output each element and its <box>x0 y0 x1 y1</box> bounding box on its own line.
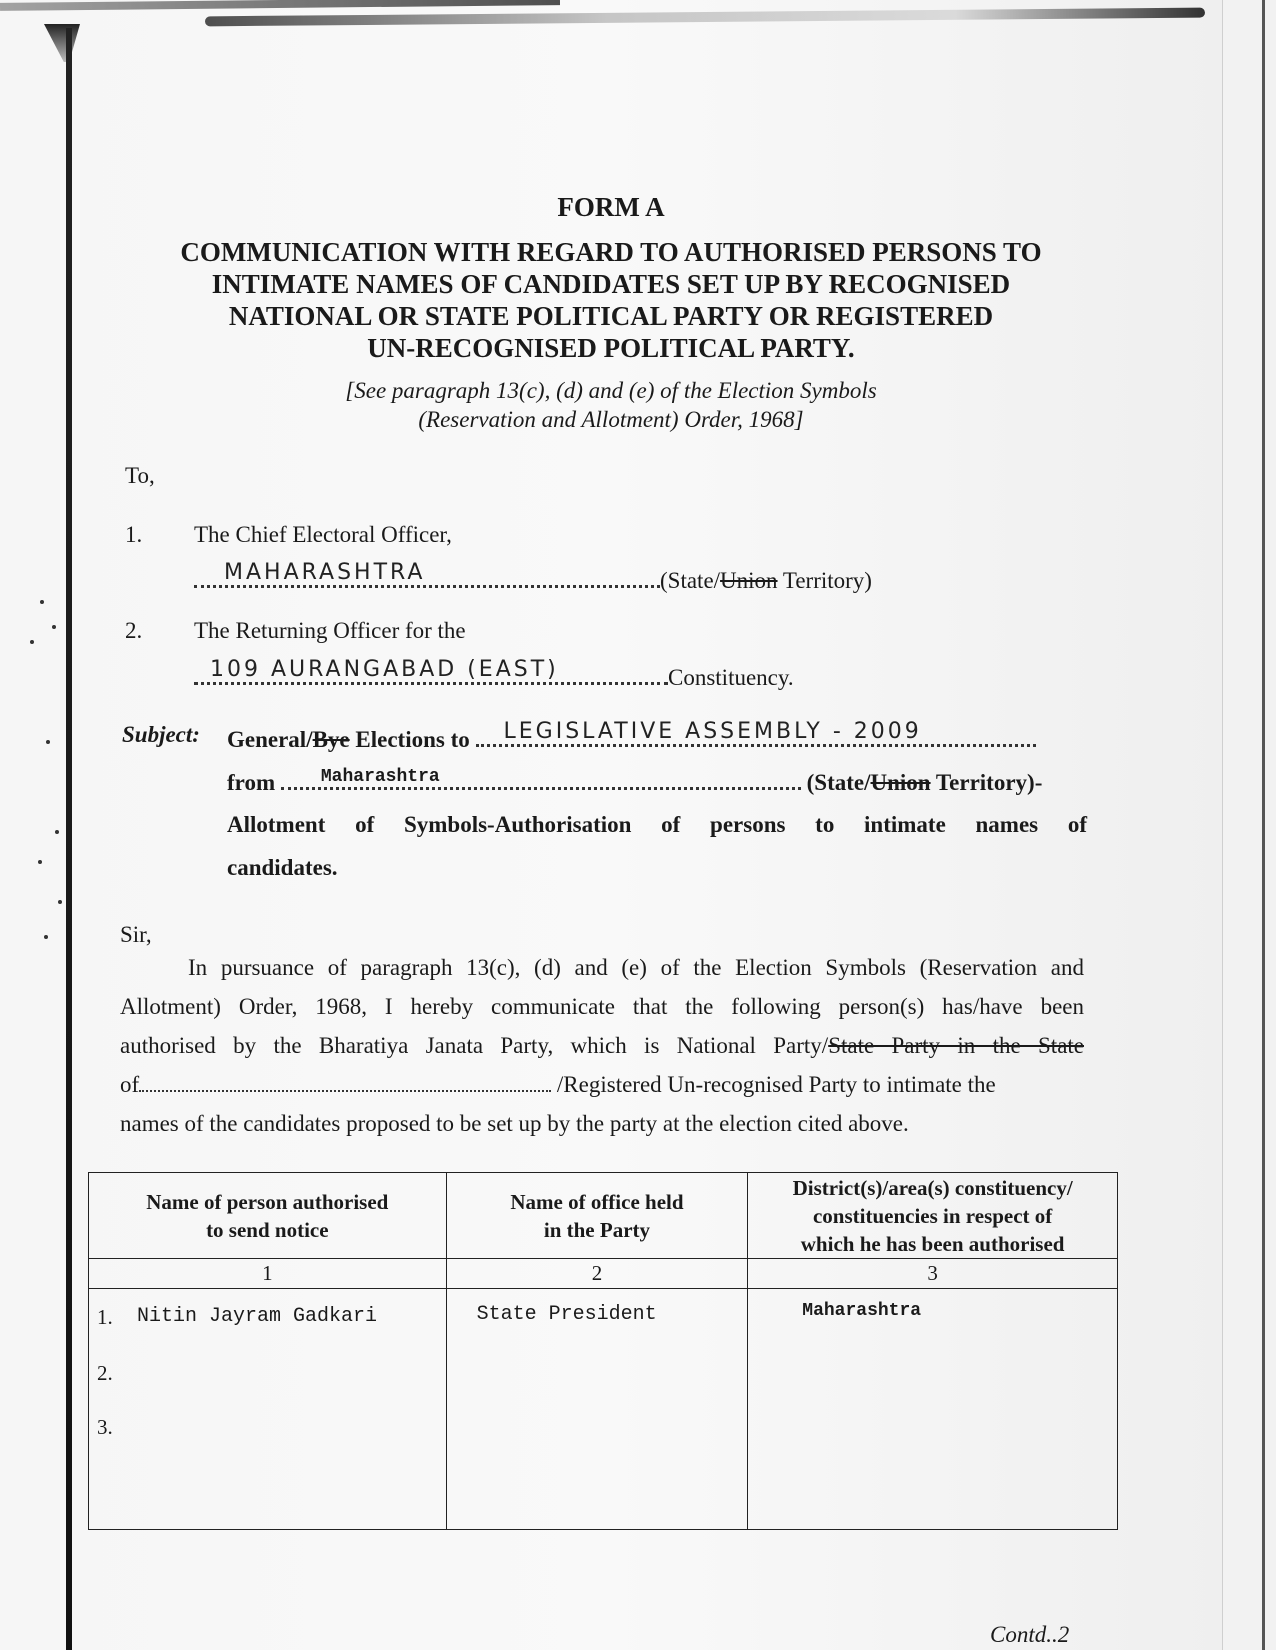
reference-line: (Reservation and Allotment) Order, 1968] <box>418 407 804 432</box>
field-value: MAHARASHTRA <box>224 560 426 585</box>
binding-line <box>66 28 72 1650</box>
scan-speckle <box>52 625 56 629</box>
reference-note <box>100 376 1122 434</box>
authorised-persons-table <box>88 1172 1118 1530</box>
field-suffix: Territory) <box>777 568 872 593</box>
item2-field-row <box>194 657 794 691</box>
struck-text: Union <box>720 568 778 593</box>
column-number-row <box>89 1259 1118 1288</box>
row-number: 1. <box>97 1304 113 1329</box>
heading-line: COMMUNICATION WITH REGARD TO AUTHORISED PERSONS TO <box>180 237 1042 267</box>
subject-line1 <box>227 719 1036 753</box>
item1-label: The Chief Electoral Officer, <box>194 522 452 547</box>
row-number: 2. <box>97 1360 113 1385</box>
scan-speckle <box>44 935 48 939</box>
field-value: 109 AURANGABAD (EAST) <box>210 657 559 682</box>
subject-line4: candidates. <box>227 855 338 880</box>
chief-electoral-officer-state-field[interactable] <box>194 560 660 588</box>
field-value: Maharashtra <box>320 767 440 787</box>
person-name: Nitin Jayram Gadkari <box>137 1304 378 1328</box>
subject-line2 <box>227 765 1042 796</box>
subject-text: Territory)- <box>930 770 1043 795</box>
header-line: Name of office held <box>510 1189 684 1214</box>
item2-number: 2. <box>125 618 143 643</box>
table-body-row <box>89 1288 1118 1529</box>
column-header-person <box>89 1173 447 1259</box>
form-title: FORM A <box>557 192 665 222</box>
struck-text: Union <box>870 770 931 795</box>
field-suffix: (State/ <box>660 568 721 593</box>
reference-line: [See paragraph 13(c), (d) and (e) of the Election Symbols <box>345 378 877 403</box>
field-suffix: Constituency. <box>668 665 794 690</box>
scan-speckle <box>58 900 62 904</box>
area-name: Maharashtra <box>802 1300 922 1321</box>
state-field[interactable] <box>281 765 801 790</box>
column-header-office <box>446 1173 748 1259</box>
table-header-row <box>89 1173 1118 1259</box>
person-cell <box>89 1288 447 1529</box>
body-line-party <box>120 1033 1084 1059</box>
scan-speckle <box>46 740 50 744</box>
header-line: in the Party <box>543 1217 651 1242</box>
struck-text: State Party in the State <box>828 1033 1084 1058</box>
scan-edge-line <box>1262 0 1265 1650</box>
body-line: In pursuance of paragraph 13(c), (d) and (e) of the Election Symbols (Reservation and <box>188 955 1084 980</box>
scan-speckle <box>30 640 34 644</box>
header-line: District(s)/area(s) constituency/ <box>792 1175 1073 1200</box>
area-cell <box>748 1288 1118 1529</box>
body-text: authorised by the Bharatiya Janata Party, which is National Party/ <box>120 1033 829 1058</box>
column-number: 3 <box>748 1259 1118 1288</box>
scan-speckle <box>38 860 42 864</box>
body-text: of <box>120 1072 140 1097</box>
struck-text: Bye <box>312 727 350 752</box>
election-name-field[interactable] <box>476 719 1036 747</box>
office-name: State President <box>476 1302 657 1326</box>
subject-text: General/ <box>227 727 313 752</box>
body-line-of <box>120 1072 996 1098</box>
header-line: which he has been authorised <box>800 1231 1065 1256</box>
field-value: LEGISLATIVE ASSEMBLY - 2009 <box>503 719 922 744</box>
subject-text: (State/ <box>800 770 871 795</box>
subject-line3: Allotment of Symbols-Authorisation of persons to intimate names of <box>227 812 1087 837</box>
heading-line: INTIMATE NAMES OF CANDIDATES SET UP BY RECOGNISED <box>211 269 1011 299</box>
salutation: Sir, <box>120 922 152 947</box>
subject-text: from <box>227 770 276 795</box>
scan-speckle <box>40 600 44 604</box>
column-number: 2 <box>446 1259 748 1288</box>
item1-number: 1. <box>125 522 143 547</box>
body-line: Allotment) Order, 1968, I hereby communicate that the following person(s) has/have been <box>120 994 1084 1019</box>
constituency-field[interactable] <box>194 657 668 685</box>
column-number: 1 <box>89 1259 447 1288</box>
scan-edge <box>1222 0 1276 1650</box>
row-number: 3. <box>97 1414 113 1439</box>
subject-label: Subject: <box>122 722 200 747</box>
subject-text: Elections to <box>349 727 470 752</box>
form-heading <box>100 236 1122 364</box>
to-label: To, <box>125 463 155 488</box>
column-header-area <box>748 1173 1118 1259</box>
continued-note: Contd..2 <box>990 1622 1070 1647</box>
item2-label: The Returning Officer for the <box>194 618 466 643</box>
header-line: constituencies in respect of <box>812 1203 1053 1228</box>
heading-line: UN-RECOGNISED POLITICAL PARTY. <box>367 333 855 363</box>
scan-speckle <box>55 830 59 834</box>
header-line: Name of person authorised <box>146 1189 389 1214</box>
body-text: /Registered Un-recognised Party to intimate the <box>551 1072 996 1097</box>
state-of-field[interactable] <box>139 1072 551 1092</box>
office-cell <box>446 1288 748 1529</box>
heading-line: NATIONAL OR STATE POLITICAL PARTY OR REGISTERED <box>228 301 994 331</box>
item1-field-row <box>194 560 872 594</box>
header-line: to send notice <box>206 1217 329 1242</box>
body-line: names of the candidates proposed to be set up by the party at the election cited above. <box>120 1111 909 1136</box>
